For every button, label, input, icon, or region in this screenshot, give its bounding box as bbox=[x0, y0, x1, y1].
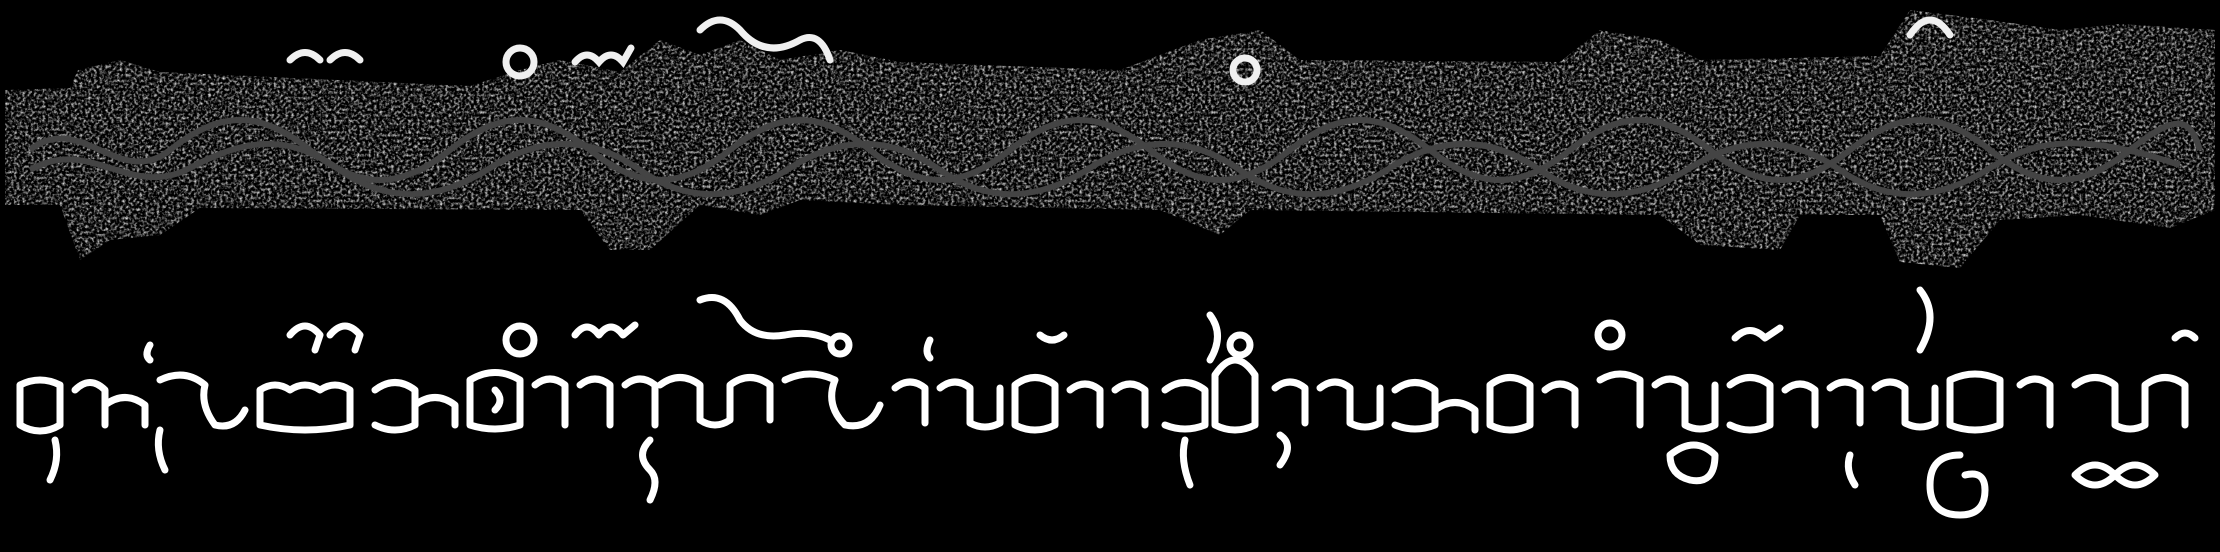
transcription-image bbox=[0, 280, 2220, 552]
inscription-transcription-panel bbox=[0, 280, 2220, 552]
transcription-subscript-marks bbox=[50, 430, 2155, 515]
transcription-script-line bbox=[20, 360, 2185, 431]
transcription-superscript-marks bbox=[147, 290, 2195, 360]
rubbing-stone-strip bbox=[5, 10, 2215, 268]
